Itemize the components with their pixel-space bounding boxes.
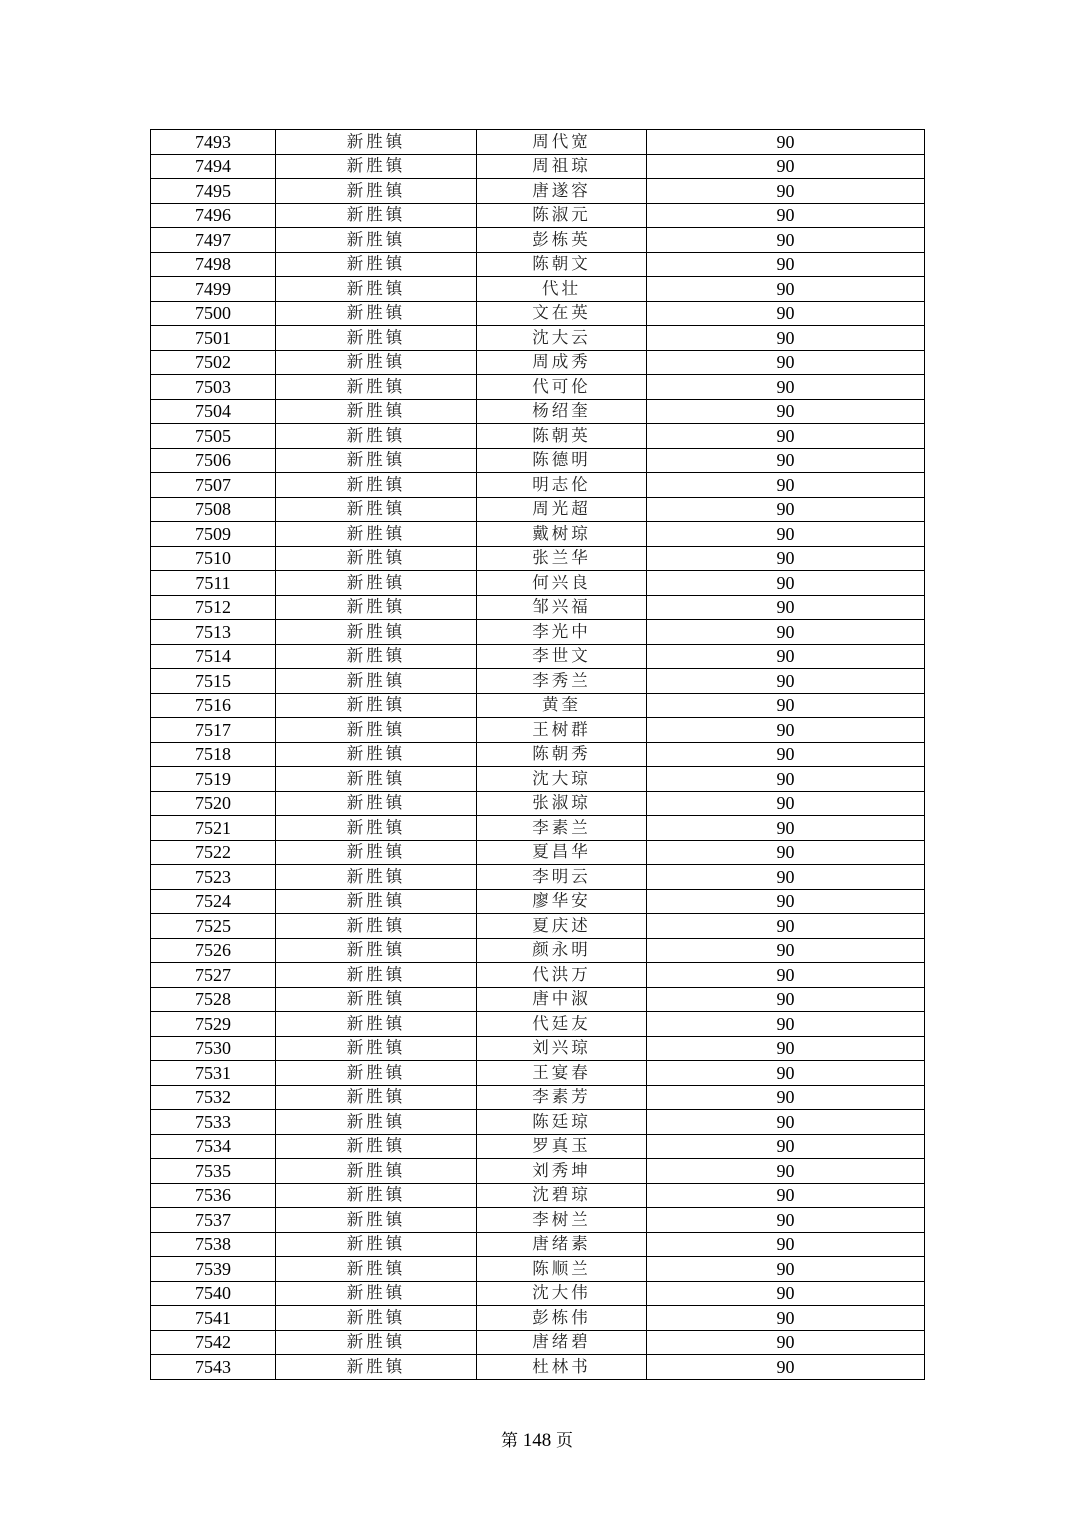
town-cell: 新胜镇	[276, 644, 477, 669]
score-cell: 90	[647, 791, 925, 816]
town-cell: 新胜镇	[276, 277, 477, 302]
name-cell: 唐遂容	[477, 179, 647, 204]
score-cell: 90	[647, 865, 925, 890]
table-row	[151, 277, 925, 302]
score-cell: 90	[647, 816, 925, 841]
table-row	[151, 546, 925, 571]
row-number-cell: 7514	[151, 644, 276, 669]
name-cell: 文在英	[477, 301, 647, 326]
score-cell: 90	[647, 130, 925, 155]
table-row	[151, 179, 925, 204]
name-cell: 陈顺兰	[477, 1257, 647, 1282]
row-number-cell: 7513	[151, 620, 276, 645]
town-cell: 新胜镇	[276, 1257, 477, 1282]
roster-table	[150, 129, 925, 1380]
row-number-cell: 7531	[151, 1061, 276, 1086]
table-row	[151, 1257, 925, 1282]
town-cell: 新胜镇	[276, 1281, 477, 1306]
row-number-cell: 7493	[151, 130, 276, 155]
town-cell: 新胜镇	[276, 791, 477, 816]
score-cell: 90	[647, 301, 925, 326]
score-cell: 90	[647, 497, 925, 522]
score-cell: 90	[647, 1110, 925, 1135]
name-cell: 代可伦	[477, 375, 647, 400]
score-cell: 90	[647, 742, 925, 767]
score-cell: 90	[647, 914, 925, 939]
town-cell: 新胜镇	[276, 154, 477, 179]
town-cell: 新胜镇	[276, 816, 477, 841]
table-row	[151, 718, 925, 743]
score-cell: 90	[647, 1134, 925, 1159]
town-cell: 新胜镇	[276, 448, 477, 473]
name-cell: 刘秀坤	[477, 1159, 647, 1184]
table-row	[151, 1110, 925, 1135]
table-row	[151, 595, 925, 620]
town-cell: 新胜镇	[276, 767, 477, 792]
town-cell: 新胜镇	[276, 228, 477, 253]
name-cell: 刘兴琼	[477, 1036, 647, 1061]
score-cell: 90	[647, 1355, 925, 1380]
score-cell: 90	[647, 448, 925, 473]
table-row	[151, 350, 925, 375]
row-number-cell: 7534	[151, 1134, 276, 1159]
town-cell: 新胜镇	[276, 424, 477, 449]
row-number-cell: 7532	[151, 1085, 276, 1110]
score-cell: 90	[647, 522, 925, 547]
town-cell: 新胜镇	[276, 571, 477, 596]
name-cell: 周祖琼	[477, 154, 647, 179]
row-number-cell: 7495	[151, 179, 276, 204]
score-cell: 90	[647, 375, 925, 400]
name-cell: 李素芳	[477, 1085, 647, 1110]
town-cell: 新胜镇	[276, 987, 477, 1012]
table-row	[151, 963, 925, 988]
score-cell: 90	[647, 718, 925, 743]
row-number-cell: 7494	[151, 154, 276, 179]
table-row	[151, 816, 925, 841]
town-cell: 新胜镇	[276, 1110, 477, 1135]
town-cell: 新胜镇	[276, 1134, 477, 1159]
row-number-cell: 7507	[151, 473, 276, 498]
row-number-cell: 7501	[151, 326, 276, 351]
name-cell: 沈大云	[477, 326, 647, 351]
town-cell: 新胜镇	[276, 840, 477, 865]
table-row	[151, 154, 925, 179]
footer-page-number: 148	[522, 1430, 552, 1451]
row-number-cell: 7527	[151, 963, 276, 988]
table-row	[151, 1134, 925, 1159]
name-cell: 代壮	[477, 277, 647, 302]
row-number-cell: 7497	[151, 228, 276, 253]
name-cell: 彭栋英	[477, 228, 647, 253]
score-cell: 90	[647, 228, 925, 253]
table-row	[151, 840, 925, 865]
table-row	[151, 693, 925, 718]
town-cell: 新胜镇	[276, 1183, 477, 1208]
name-cell: 周代宽	[477, 130, 647, 155]
table-row	[151, 1012, 925, 1037]
score-cell: 90	[647, 767, 925, 792]
table-row	[151, 938, 925, 963]
name-cell: 陈淑元	[477, 203, 647, 228]
row-number-cell: 7517	[151, 718, 276, 743]
name-cell: 李树兰	[477, 1208, 647, 1233]
town-cell: 新胜镇	[276, 1061, 477, 1086]
town-cell: 新胜镇	[276, 203, 477, 228]
name-cell: 廖华安	[477, 889, 647, 914]
town-cell: 新胜镇	[276, 742, 477, 767]
row-number-cell: 7498	[151, 252, 276, 277]
table-row	[151, 1061, 925, 1086]
name-cell: 杨绍奎	[477, 399, 647, 424]
row-number-cell: 7519	[151, 767, 276, 792]
score-cell: 90	[647, 571, 925, 596]
score-cell: 90	[647, 595, 925, 620]
row-number-cell: 7541	[151, 1306, 276, 1331]
name-cell: 沈碧琼	[477, 1183, 647, 1208]
score-cell: 90	[647, 546, 925, 571]
row-number-cell: 7508	[151, 497, 276, 522]
town-cell: 新胜镇	[276, 1159, 477, 1184]
score-cell: 90	[647, 179, 925, 204]
row-number-cell: 7515	[151, 669, 276, 694]
table-row	[151, 791, 925, 816]
town-cell: 新胜镇	[276, 1330, 477, 1355]
page-footer	[0, 1429, 1074, 1453]
row-number-cell: 7521	[151, 816, 276, 841]
table-row	[151, 767, 925, 792]
table-row	[151, 1159, 925, 1184]
name-cell: 夏昌华	[477, 840, 647, 865]
row-number-cell: 7509	[151, 522, 276, 547]
town-cell: 新胜镇	[276, 522, 477, 547]
name-cell: 明志伦	[477, 473, 647, 498]
name-cell: 代洪万	[477, 963, 647, 988]
score-cell: 90	[647, 203, 925, 228]
row-number-cell: 7542	[151, 1330, 276, 1355]
table-row	[151, 644, 925, 669]
score-cell: 90	[647, 840, 925, 865]
town-cell: 新胜镇	[276, 693, 477, 718]
row-number-cell: 7522	[151, 840, 276, 865]
table-row	[151, 130, 925, 155]
town-cell: 新胜镇	[276, 1355, 477, 1380]
town-cell: 新胜镇	[276, 595, 477, 620]
table-row	[151, 399, 925, 424]
town-cell: 新胜镇	[276, 375, 477, 400]
table-row	[151, 1208, 925, 1233]
table-row	[151, 1330, 925, 1355]
row-number-cell: 7537	[151, 1208, 276, 1233]
score-cell: 90	[647, 620, 925, 645]
score-cell: 90	[647, 399, 925, 424]
table-row	[151, 742, 925, 767]
row-number-cell: 7533	[151, 1110, 276, 1135]
table-row	[151, 914, 925, 939]
name-cell: 陈德明	[477, 448, 647, 473]
town-cell: 新胜镇	[276, 252, 477, 277]
town-cell: 新胜镇	[276, 1012, 477, 1037]
name-cell: 陈廷琼	[477, 1110, 647, 1135]
town-cell: 新胜镇	[276, 546, 477, 571]
table-row	[151, 1306, 925, 1331]
roster-table-body	[151, 130, 925, 1380]
town-cell: 新胜镇	[276, 1306, 477, 1331]
row-number-cell: 7536	[151, 1183, 276, 1208]
score-cell: 90	[647, 669, 925, 694]
table-row	[151, 448, 925, 473]
score-cell: 90	[647, 693, 925, 718]
name-cell: 夏庆述	[477, 914, 647, 939]
name-cell: 王宴春	[477, 1061, 647, 1086]
row-number-cell: 7499	[151, 277, 276, 302]
score-cell: 90	[647, 1183, 925, 1208]
name-cell: 邹兴福	[477, 595, 647, 620]
row-number-cell: 7516	[151, 693, 276, 718]
row-number-cell: 7538	[151, 1232, 276, 1257]
score-cell: 90	[647, 1012, 925, 1037]
table-row	[151, 301, 925, 326]
footer-prefix: 第	[501, 1431, 518, 1451]
score-cell: 90	[647, 154, 925, 179]
score-cell: 90	[647, 1061, 925, 1086]
name-cell: 周成秀	[477, 350, 647, 375]
table-row	[151, 620, 925, 645]
town-cell: 新胜镇	[276, 718, 477, 743]
name-cell: 沈大琼	[477, 767, 647, 792]
score-cell: 90	[647, 1306, 925, 1331]
score-cell: 90	[647, 963, 925, 988]
score-cell: 90	[647, 350, 925, 375]
name-cell: 沈大伟	[477, 1281, 647, 1306]
table-row	[151, 571, 925, 596]
row-number-cell: 7510	[151, 546, 276, 571]
score-cell: 90	[647, 1159, 925, 1184]
row-number-cell: 7540	[151, 1281, 276, 1306]
score-cell: 90	[647, 1330, 925, 1355]
town-cell: 新胜镇	[276, 963, 477, 988]
table-row	[151, 228, 925, 253]
name-cell: 张兰华	[477, 546, 647, 571]
town-cell: 新胜镇	[276, 326, 477, 351]
town-cell: 新胜镇	[276, 473, 477, 498]
score-cell: 90	[647, 644, 925, 669]
table-row	[151, 424, 925, 449]
row-number-cell: 7512	[151, 595, 276, 620]
table-row	[151, 1036, 925, 1061]
row-number-cell: 7504	[151, 399, 276, 424]
name-cell: 戴树琼	[477, 522, 647, 547]
score-cell: 90	[647, 473, 925, 498]
town-cell: 新胜镇	[276, 889, 477, 914]
name-cell: 王树群	[477, 718, 647, 743]
row-number-cell: 7523	[151, 865, 276, 890]
name-cell: 唐绪素	[477, 1232, 647, 1257]
score-cell: 90	[647, 277, 925, 302]
row-number-cell: 7539	[151, 1257, 276, 1282]
name-cell: 颜永明	[477, 938, 647, 963]
row-number-cell: 7496	[151, 203, 276, 228]
row-number-cell: 7502	[151, 350, 276, 375]
score-cell: 90	[647, 1257, 925, 1282]
town-cell: 新胜镇	[276, 669, 477, 694]
table-row	[151, 889, 925, 914]
table-row	[151, 326, 925, 351]
name-cell: 陈朝文	[477, 252, 647, 277]
table-row	[151, 1232, 925, 1257]
name-cell: 李世文	[477, 644, 647, 669]
row-number-cell: 7543	[151, 1355, 276, 1380]
score-cell: 90	[647, 889, 925, 914]
name-cell: 彭栋伟	[477, 1306, 647, 1331]
row-number-cell: 7518	[151, 742, 276, 767]
row-number-cell: 7529	[151, 1012, 276, 1037]
table-row	[151, 669, 925, 694]
name-cell: 李秀兰	[477, 669, 647, 694]
row-number-cell: 7526	[151, 938, 276, 963]
score-cell: 90	[647, 1281, 925, 1306]
name-cell: 罗真玉	[477, 1134, 647, 1159]
town-cell: 新胜镇	[276, 350, 477, 375]
town-cell: 新胜镇	[276, 179, 477, 204]
row-number-cell: 7511	[151, 571, 276, 596]
name-cell: 李素兰	[477, 816, 647, 841]
name-cell: 李光中	[477, 620, 647, 645]
score-cell: 90	[647, 326, 925, 351]
name-cell: 李明云	[477, 865, 647, 890]
table-row	[151, 1355, 925, 1380]
row-number-cell: 7505	[151, 424, 276, 449]
town-cell: 新胜镇	[276, 1036, 477, 1061]
row-number-cell: 7525	[151, 914, 276, 939]
row-number-cell: 7500	[151, 301, 276, 326]
row-number-cell: 7528	[151, 987, 276, 1012]
table-row	[151, 1085, 925, 1110]
town-cell: 新胜镇	[276, 399, 477, 424]
town-cell: 新胜镇	[276, 914, 477, 939]
name-cell: 唐中淑	[477, 987, 647, 1012]
name-cell: 陈朝英	[477, 424, 647, 449]
town-cell: 新胜镇	[276, 497, 477, 522]
table-row	[151, 522, 925, 547]
score-cell: 90	[647, 1085, 925, 1110]
town-cell: 新胜镇	[276, 938, 477, 963]
name-cell: 张淑琼	[477, 791, 647, 816]
row-number-cell: 7506	[151, 448, 276, 473]
table-row	[151, 1183, 925, 1208]
name-cell: 唐绪碧	[477, 1330, 647, 1355]
score-cell: 90	[647, 252, 925, 277]
table-row	[151, 375, 925, 400]
table-row	[151, 203, 925, 228]
row-number-cell: 7530	[151, 1036, 276, 1061]
table-row	[151, 252, 925, 277]
score-cell: 90	[647, 1036, 925, 1061]
table-row	[151, 987, 925, 1012]
town-cell: 新胜镇	[276, 301, 477, 326]
name-cell: 代廷友	[477, 1012, 647, 1037]
row-number-cell: 7503	[151, 375, 276, 400]
name-cell: 何兴良	[477, 571, 647, 596]
score-cell: 90	[647, 1232, 925, 1257]
row-number-cell: 7524	[151, 889, 276, 914]
score-cell: 90	[647, 424, 925, 449]
table-row	[151, 1281, 925, 1306]
town-cell: 新胜镇	[276, 1085, 477, 1110]
footer-suffix: 页	[556, 1431, 573, 1451]
row-number-cell: 7535	[151, 1159, 276, 1184]
table-row	[151, 497, 925, 522]
score-cell: 90	[647, 938, 925, 963]
name-cell: 黄奎	[477, 693, 647, 718]
town-cell: 新胜镇	[276, 620, 477, 645]
name-cell: 陈朝秀	[477, 742, 647, 767]
town-cell: 新胜镇	[276, 1208, 477, 1233]
town-cell: 新胜镇	[276, 130, 477, 155]
name-cell: 周光超	[477, 497, 647, 522]
name-cell: 杜林书	[477, 1355, 647, 1380]
town-cell: 新胜镇	[276, 1232, 477, 1257]
town-cell: 新胜镇	[276, 865, 477, 890]
table-row	[151, 865, 925, 890]
row-number-cell: 7520	[151, 791, 276, 816]
table-row	[151, 473, 925, 498]
score-cell: 90	[647, 1208, 925, 1233]
score-cell: 90	[647, 987, 925, 1012]
